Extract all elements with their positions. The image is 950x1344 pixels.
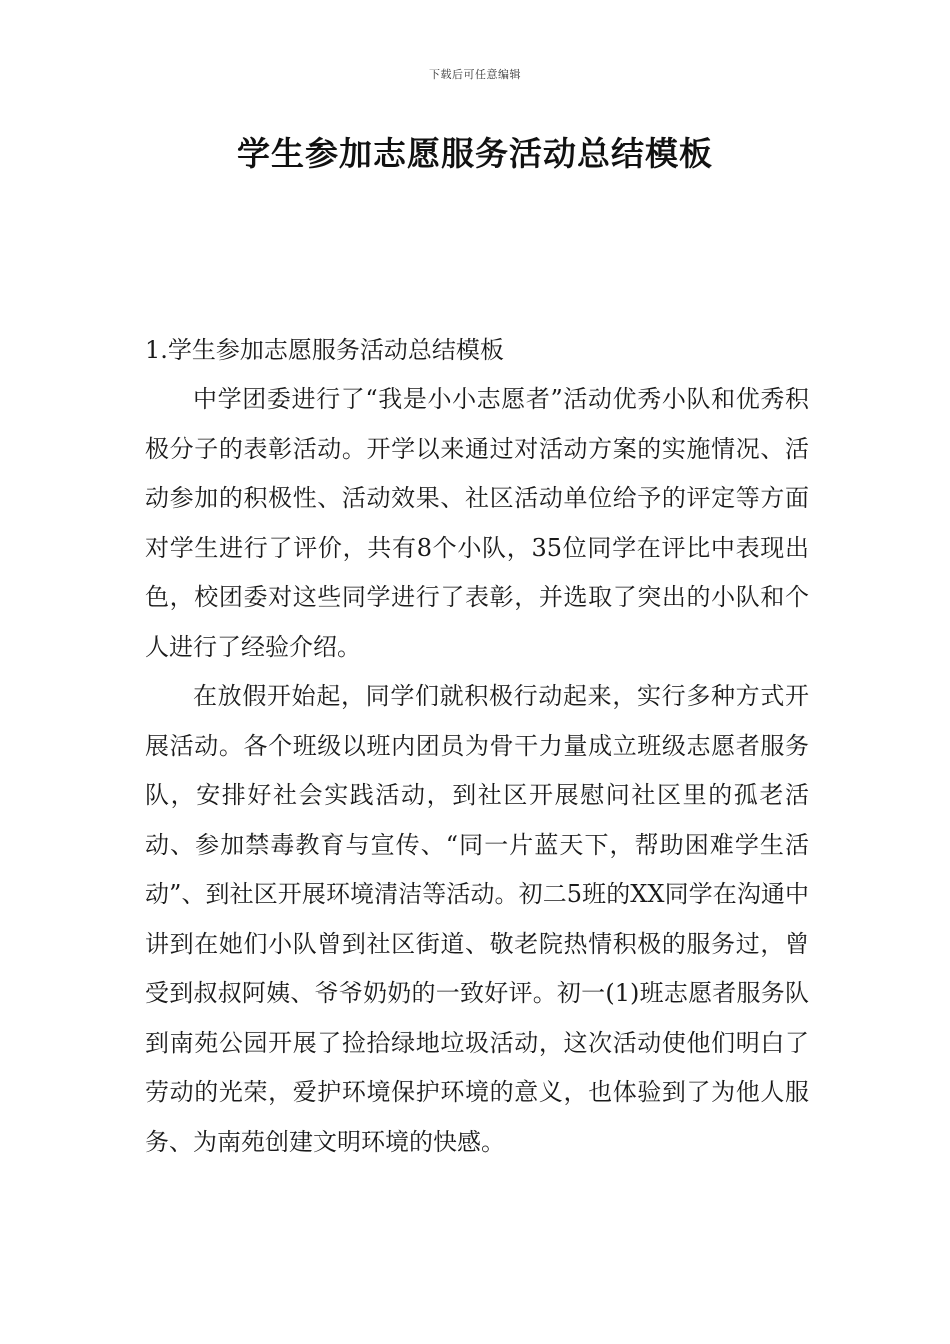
- section-heading: 1.学生参加志愿服务活动总结模板: [145, 336, 504, 364]
- paragraph-1: 中学团委进行了“我是小小志愿者”活动优秀小队和优秀积极分子的表彰活动。开学以来通过对活动方案的实施情况、活动参加的积极性、活动效果、社区活动单位给予的评定等方面对学生进行了评价，共有8个小队，35位同学在评比中表现出色，校团委对这些同学进行了表彰，并选取了突出的小队和个人进行了经验介绍。: [145, 385, 809, 661]
- paragraph-2: 在放假开始起，同学们就积极行动起来，实行多种方式开展活动。各个班级以班内团员为骨干力量成立班级志愿者服务队，安排好社会实践活动，到社区开展慰问社区里的孤老活动、参加禁毒教育与宣传、“同一片蓝天下，帮助困难学生活动”、到社区开展环境清洁等活动。初二5班的XX同学在沟通中讲到在她们小队曾到社区街道、敬老院热情积极的服务过，曾受到叔叔阿姨、爷爷奶奶的一致好评。初一(1)班志愿者服务队到南苑公园开展了捡拾绿地垃圾活动，这次活动使他们明白了劳动的光荣，爱护环境保护环境的意义，也体验到了为他人服务、为南苑创建文明环境的快感。: [145, 682, 809, 1156]
- header-note: 下载后可任意编辑: [429, 68, 521, 81]
- document-title: 学生参加志愿服务活动总结模板: [237, 134, 713, 173]
- document-body: [145, 326, 809, 1167]
